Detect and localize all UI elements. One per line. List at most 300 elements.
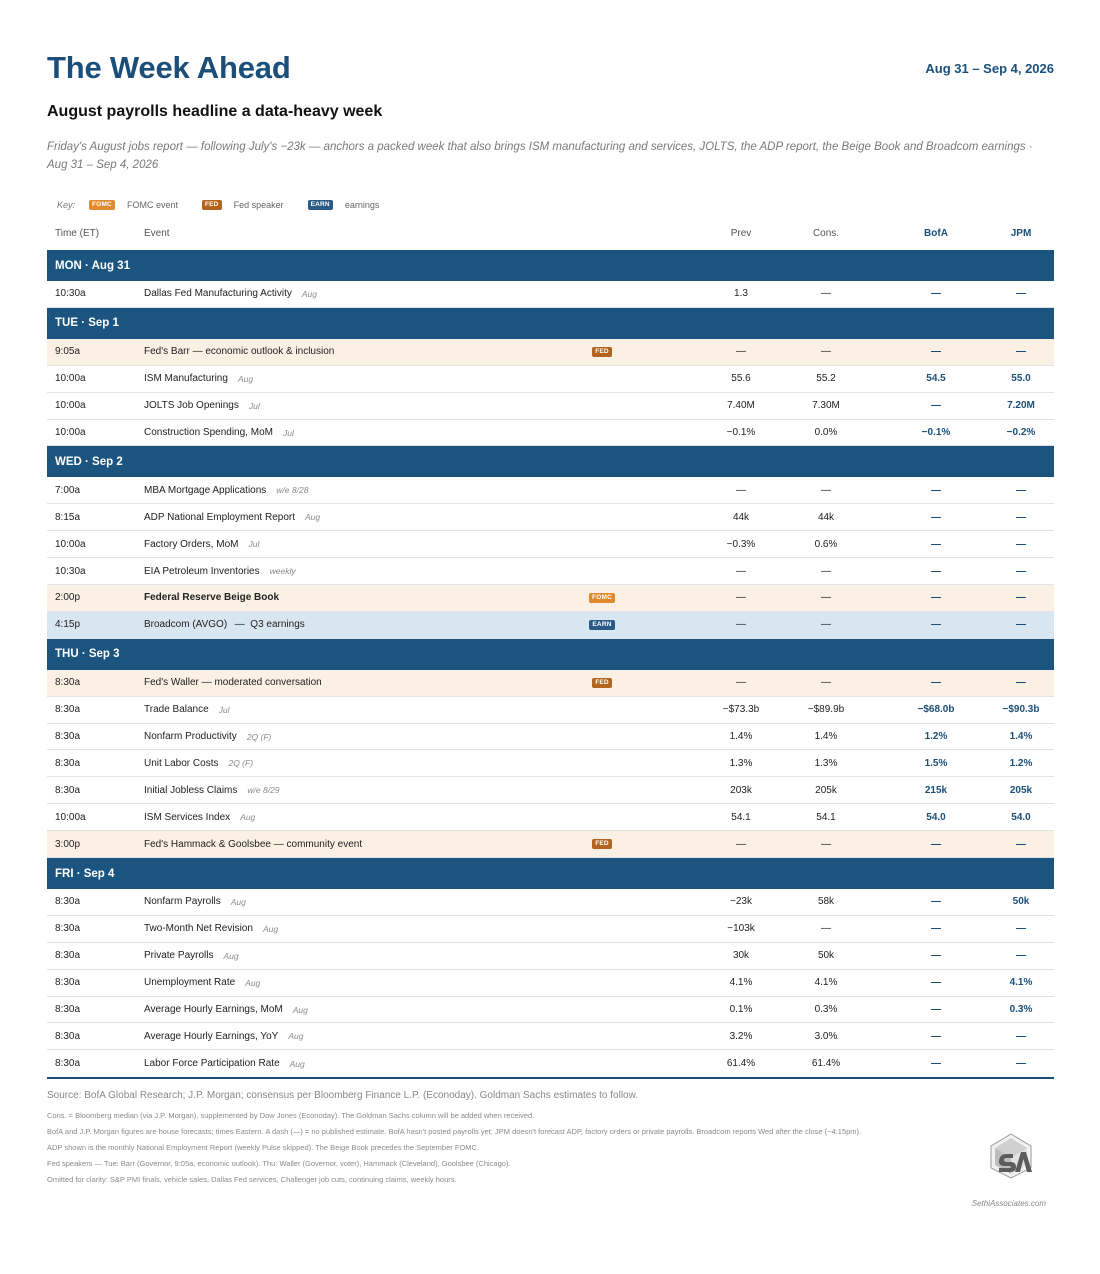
jpm-cell-value: 205k xyxy=(1009,784,1033,796)
cons-cell xyxy=(796,889,856,915)
bofa-cell xyxy=(904,531,968,557)
time-cell xyxy=(55,943,80,969)
bofa-cell-value: 1.2% xyxy=(924,731,948,743)
bofa-cell xyxy=(904,970,968,996)
cons-cell-value: 55.2 xyxy=(816,373,836,385)
earn-badge: EARN xyxy=(589,620,614,630)
prev-cell-value: −0.3% xyxy=(726,538,756,550)
jpm-cell-value: — xyxy=(1016,484,1026,496)
jpm-cell xyxy=(989,558,1053,584)
cons-cell xyxy=(796,831,856,857)
jpm-cell-value: — xyxy=(1016,1058,1026,1070)
time-cell xyxy=(55,697,80,723)
key-item-fed xyxy=(202,200,284,210)
event-period: Aug xyxy=(301,288,317,299)
table-row xyxy=(47,393,1054,420)
event-name: Fed's Barr — economic outlook & inclusion xyxy=(144,346,335,358)
bofa-cell-value: — xyxy=(931,977,941,989)
prev-cell xyxy=(711,889,771,915)
bofa-cell xyxy=(904,750,968,776)
prev-cell xyxy=(711,943,771,969)
jpm-cell-value: 7.20M xyxy=(1007,400,1035,412)
event-cell xyxy=(144,612,305,638)
jpm-cell xyxy=(989,612,1053,638)
event-name: Nonfarm Productivity xyxy=(144,731,237,743)
event-period: weekly xyxy=(269,566,296,577)
bofa-cell-value: — xyxy=(931,896,941,908)
event-name: ISM Services Index xyxy=(144,811,231,823)
table-row xyxy=(47,697,1054,724)
event-cell xyxy=(144,1050,305,1077)
prev-cell xyxy=(711,670,771,696)
bofa-cell xyxy=(904,1023,968,1049)
key-item-text: FOMC event xyxy=(126,200,178,210)
jpm-cell xyxy=(989,724,1053,750)
event-name: Initial Jobless Claims xyxy=(144,784,238,796)
cons-cell-value: 58k xyxy=(817,896,835,908)
table-row xyxy=(47,281,1054,308)
bofa-cell xyxy=(904,477,968,503)
table-row xyxy=(47,420,1054,447)
table-row xyxy=(47,1023,1054,1050)
time-cell xyxy=(55,612,80,638)
bofa-cell xyxy=(904,724,968,750)
table-row xyxy=(47,943,1054,970)
event-cell xyxy=(144,943,239,969)
event-period: Aug xyxy=(292,1004,308,1015)
page-subtitle: August payrolls headline a data-heavy week xyxy=(47,103,383,120)
jpm-cell-value: — xyxy=(1016,511,1026,523)
time-cell xyxy=(55,1050,80,1077)
time-cell-value: 8:30a xyxy=(55,923,81,935)
prev-cell-value: 30k xyxy=(732,950,750,962)
cons-cell xyxy=(796,997,856,1023)
bofa-cell xyxy=(904,777,968,803)
prev-cell xyxy=(711,612,771,638)
time-cell xyxy=(55,531,86,557)
jpm-cell xyxy=(989,339,1053,365)
event-cell xyxy=(144,1023,303,1049)
prev-cell-value: 61.4% xyxy=(726,1058,756,1070)
earn-badge: EARN xyxy=(308,200,333,210)
event-name: Fed's Waller — moderated conversation xyxy=(144,677,322,689)
key-item-text: earnings xyxy=(344,200,380,210)
table-row xyxy=(47,339,1054,366)
bofa-cell-value: — xyxy=(931,1058,941,1070)
cons-cell-value: 7.30M xyxy=(812,400,840,412)
cons-cell xyxy=(796,804,856,830)
key-label: Key: xyxy=(57,200,76,210)
cons-cell xyxy=(796,504,856,530)
col-header-event: Event xyxy=(144,228,170,239)
time-cell xyxy=(55,339,80,365)
table-row xyxy=(47,612,1054,639)
cons-cell xyxy=(796,1023,856,1049)
event-cell xyxy=(144,339,334,365)
bofa-cell-value: 54.0 xyxy=(926,811,946,823)
jpm-cell-value: 4.1% xyxy=(1009,977,1033,989)
bofa-cell-value: — xyxy=(931,592,941,604)
prev-cell xyxy=(711,916,771,942)
cons-cell xyxy=(796,420,856,446)
bofa-cell xyxy=(904,339,968,365)
cons-cell-value: 1.3% xyxy=(814,757,838,769)
cons-cell xyxy=(796,943,856,969)
table-row xyxy=(47,366,1054,393)
time-cell-value: 2:00p xyxy=(55,592,81,604)
time-cell xyxy=(55,420,86,446)
key-item-earn xyxy=(308,200,380,210)
jpm-cell-value: 1.2% xyxy=(1009,757,1033,769)
prev-cell-value: 1.3% xyxy=(729,757,753,769)
prev-cell xyxy=(711,831,771,857)
event-period: Aug xyxy=(262,923,279,934)
prev-cell-value: −23k xyxy=(730,896,752,908)
col-header-jpm: JPM xyxy=(1010,228,1032,239)
event-name: Average Hourly Earnings, YoY xyxy=(144,1030,279,1042)
prev-cell xyxy=(711,777,771,803)
event-period: Aug xyxy=(288,1031,304,1042)
prev-cell xyxy=(711,420,771,446)
jpm-cell-value: — xyxy=(1016,538,1026,550)
jpm-cell-value: −$90.3b xyxy=(1002,704,1040,716)
cons-cell-value: 0.0% xyxy=(814,427,838,438)
jpm-cell xyxy=(989,477,1053,503)
col-header-time: Time (ET) xyxy=(55,228,100,239)
page-description: Friday's August jobs report — following July's −23k — anchors a packed week that also brings ISM manufacturing and services, JOLTS, the ADP report, the Beige Book and Broadcom earnings · Aug 31 – Sep 4, 2026 xyxy=(47,141,1033,171)
jpm-cell-value: — xyxy=(1016,838,1026,850)
event-period: w/e 8/29 xyxy=(247,785,280,796)
jpm-cell xyxy=(989,670,1053,696)
day-label: THU · Sep 3 xyxy=(55,648,120,661)
prev-cell xyxy=(711,1023,771,1049)
event-period: Aug xyxy=(245,977,261,988)
bofa-cell-value: 215k xyxy=(924,784,948,796)
event-cell xyxy=(144,777,280,803)
time-cell-value: 8:30a xyxy=(55,1030,81,1042)
event-name: Unit Labor Costs xyxy=(144,757,219,769)
prev-cell xyxy=(711,558,771,584)
time-cell-value: 3:00p xyxy=(55,838,81,850)
event-name: Two-Month Net Revision xyxy=(144,923,253,935)
event-cell xyxy=(144,393,260,419)
prev-cell xyxy=(711,339,771,365)
jpm-cell xyxy=(989,804,1053,830)
event-period: Aug xyxy=(289,1058,305,1069)
prev-cell-value: −$73.3b xyxy=(722,704,760,716)
event-cell xyxy=(144,889,246,915)
prev-cell xyxy=(711,531,771,557)
time-cell xyxy=(55,393,86,419)
cons-cell xyxy=(796,281,856,307)
event-name: Trade Balance xyxy=(144,704,209,716)
event-cell xyxy=(144,585,279,611)
prev-cell xyxy=(711,697,771,723)
table-row xyxy=(47,997,1054,1024)
table-row xyxy=(47,831,1054,858)
event-period: Aug xyxy=(237,373,254,384)
table-row xyxy=(47,558,1054,585)
event-name: Dallas Fed Manufacturing Activity xyxy=(144,288,292,300)
bofa-cell xyxy=(904,420,968,446)
jpm-cell-value: — xyxy=(1016,288,1026,300)
jpm-cell xyxy=(989,1023,1053,1049)
cons-cell-value: — xyxy=(821,592,831,604)
event-name: MBA Mortgage Applications xyxy=(144,484,267,496)
cons-cell xyxy=(796,477,856,503)
event-period: Aug xyxy=(230,896,246,907)
cons-cell-value: 1.4% xyxy=(814,731,838,743)
time-cell-value: 8:30a xyxy=(55,677,81,689)
cons-cell-value: 61.4% xyxy=(811,1058,841,1070)
time-cell xyxy=(55,970,80,996)
cons-cell-value: 44k xyxy=(817,511,835,523)
key-item-fomc xyxy=(89,200,178,210)
cons-cell-value: — xyxy=(821,838,831,850)
prev-cell xyxy=(711,585,771,611)
time-cell-value: 10:00a xyxy=(55,400,86,412)
event-period: Jul xyxy=(248,400,260,411)
cons-cell xyxy=(796,393,856,419)
cons-cell-value: 205k xyxy=(815,784,837,796)
event-name: Nonfarm Payrolls xyxy=(144,896,221,908)
table-row xyxy=(47,504,1054,531)
time-cell xyxy=(55,997,80,1023)
bofa-cell-value: — xyxy=(931,619,941,631)
cons-cell xyxy=(796,724,856,750)
bofa-cell-value: — xyxy=(931,538,941,550)
prev-cell-value: — xyxy=(736,346,746,358)
cons-cell-value: 54.1 xyxy=(816,811,836,823)
bofa-cell-value: — xyxy=(931,950,941,962)
event-cell xyxy=(144,697,230,723)
event-cell xyxy=(144,804,255,830)
cons-cell xyxy=(796,916,856,942)
time-cell xyxy=(55,585,80,611)
jpm-cell xyxy=(989,1050,1053,1077)
prev-cell-value: 203k xyxy=(730,784,752,796)
event-period: Jul xyxy=(218,704,230,715)
time-cell-value: 8:30a xyxy=(55,704,81,716)
jpm-cell-value: — xyxy=(1016,346,1026,358)
table-row xyxy=(47,585,1054,612)
table-row xyxy=(47,804,1054,831)
prev-cell-value: 44k xyxy=(732,511,750,523)
jpm-cell xyxy=(989,916,1053,942)
time-cell-value: 8:15a xyxy=(55,511,81,523)
prev-cell xyxy=(711,970,771,996)
cons-cell xyxy=(796,366,856,392)
bofa-cell xyxy=(904,943,968,969)
legend-key xyxy=(57,198,403,212)
prev-cell xyxy=(711,477,771,503)
table-row xyxy=(47,670,1054,697)
jpm-cell xyxy=(989,943,1053,969)
bofa-cell xyxy=(904,670,968,696)
jpm-cell-value: — xyxy=(1016,1030,1026,1042)
day-label: WED · Sep 2 xyxy=(55,455,123,468)
bofa-cell xyxy=(904,393,968,419)
prev-cell-value: −103k xyxy=(727,923,755,935)
event-name: EIA Petroleum Inventories xyxy=(144,565,260,577)
time-cell xyxy=(55,281,86,307)
prev-cell-value: — xyxy=(736,592,746,604)
time-cell xyxy=(55,804,86,830)
time-cell xyxy=(55,504,80,530)
jpm-cell-value: 50k xyxy=(1012,896,1030,908)
fomc-badge: FOMC xyxy=(89,200,115,210)
bofa-cell-value: — xyxy=(931,923,941,935)
cons-cell xyxy=(796,777,856,803)
bofa-cell-value: −$68.0b xyxy=(917,704,955,716)
time-cell-value: 4:15p xyxy=(55,619,81,631)
cons-cell xyxy=(796,558,856,584)
prev-cell-value: 54.1 xyxy=(731,811,751,823)
jpm-cell-value: 1.4% xyxy=(1009,731,1033,743)
event-name: Private Payrolls xyxy=(144,950,214,962)
time-cell-value: 10:00a xyxy=(55,538,86,550)
fed-badge: FED xyxy=(592,347,612,357)
bofa-cell-value: — xyxy=(931,1004,941,1016)
bofa-cell xyxy=(904,558,968,584)
cons-cell-value: −$89.9b xyxy=(807,704,845,716)
table-row xyxy=(47,724,1054,751)
prev-cell-value: 3.2% xyxy=(729,1030,753,1042)
col-header-bofa: BofA xyxy=(924,228,948,239)
table-row xyxy=(47,970,1054,997)
jpm-cell xyxy=(989,531,1053,557)
event-name: Labor Force Participation Rate xyxy=(144,1058,280,1070)
prev-cell-value: 1.4% xyxy=(729,731,753,743)
day-header xyxy=(47,308,1054,339)
time-cell-value: 8:30a xyxy=(55,757,81,769)
event-period: w/e 8/28 xyxy=(276,485,309,496)
cons-cell-value: 0.3% xyxy=(814,1004,838,1016)
event-period: Jul xyxy=(248,539,260,550)
event-cell xyxy=(144,531,259,557)
event-cell xyxy=(144,970,260,996)
bofa-cell-value: — xyxy=(931,346,941,358)
day-header xyxy=(47,858,1054,889)
time-cell xyxy=(55,477,80,503)
time-cell-value: 8:30a xyxy=(55,1004,81,1016)
event-cell xyxy=(144,831,362,857)
footnote: Fed speakers — Tue: Barr (Governor, 9:05a, economic outlook). Thu: Waller (Governor, voter), Hammack (Cleveland), Goolsbee (Chicago). xyxy=(47,1159,511,1168)
time-cell xyxy=(55,1023,80,1049)
time-cell-value: 9:05a xyxy=(55,346,81,358)
event-cell xyxy=(144,281,317,307)
table-header xyxy=(47,224,1054,244)
cons-cell-value: — xyxy=(821,565,831,577)
day-header xyxy=(47,446,1054,477)
bofa-cell xyxy=(904,997,968,1023)
bofa-cell xyxy=(904,804,968,830)
event-cell xyxy=(144,420,294,446)
jpm-cell xyxy=(989,889,1053,915)
bofa-cell-value: 54.5 xyxy=(926,373,946,385)
prev-cell-value: 7.40M xyxy=(727,400,755,412)
cons-cell-value: 0.6% xyxy=(814,538,838,550)
badge-cell xyxy=(587,585,617,611)
time-cell xyxy=(55,750,80,776)
prev-cell xyxy=(711,750,771,776)
cons-cell xyxy=(796,670,856,696)
cons-cell xyxy=(796,585,856,611)
time-cell xyxy=(55,831,80,857)
prev-cell-value: −0.1% xyxy=(726,427,756,438)
prev-cell xyxy=(711,997,771,1023)
footnote: Cons. = Bloomberg median (via J.P. Morgan), supplemented by Dow Jones (Econoday). The Goldman Sachs column will be added when received. xyxy=(47,1111,535,1120)
prev-cell xyxy=(711,724,771,750)
website-credit: SethiAssociates.com xyxy=(971,1199,1046,1208)
col-header-cons: Cons. xyxy=(812,228,840,239)
bofa-cell xyxy=(904,889,968,915)
jpm-cell xyxy=(989,393,1053,419)
fed-badge: FED xyxy=(592,678,612,688)
page-title: The Week Ahead xyxy=(47,50,291,85)
cons-cell xyxy=(796,531,856,557)
time-cell xyxy=(55,916,80,942)
time-cell-value: 10:00a xyxy=(55,373,86,385)
jpm-cell-value: 54.0 xyxy=(1011,811,1031,823)
badge-cell xyxy=(587,831,617,857)
bofa-cell-value: — xyxy=(931,288,941,300)
source-note: Source: BofA Global Research; J.P. Morgan; consensus per Bloomberg Finance L.P. (Econoday). Goldman Sachs estimates to follow. xyxy=(47,1090,639,1101)
prev-cell-value: 4.1% xyxy=(729,977,753,989)
cons-cell-value: — xyxy=(821,346,831,358)
bofa-cell-value: 1.5% xyxy=(924,757,948,769)
cons-cell xyxy=(796,970,856,996)
event-cell xyxy=(144,916,278,942)
bofa-cell-value: — xyxy=(931,484,941,496)
footnote: ADP shown is the monthly National Employment Report (weekly Pulse skipped). The Beige Book precedes the September FOMC. xyxy=(47,1143,480,1152)
prev-cell-value: — xyxy=(736,484,746,496)
fed-badge: FED xyxy=(592,839,612,849)
footnote: BofA and J.P. Morgan figures are house forecasts; times Eastern. A dash (—) = no published estimate. BofA hasn't posted payrolls yet; JPM doesn't forecast ADP, factory orders or private payrolls. Broadcom reports Wed after the close (~4:15pm). xyxy=(47,1127,862,1136)
bofa-cell xyxy=(904,697,968,723)
key-item-text: Fed speaker xyxy=(233,200,284,210)
footnotes xyxy=(47,1108,861,1188)
prev-cell xyxy=(711,281,771,307)
jpm-cell-value: 55.0 xyxy=(1011,373,1031,385)
bofa-cell xyxy=(904,504,968,530)
badge-cell xyxy=(587,339,617,365)
date-range: Aug 31 – Sep 4, 2026 xyxy=(925,61,1054,76)
prev-cell-value: 0.1% xyxy=(729,1004,753,1016)
event-period: 2Q (F) xyxy=(228,758,254,769)
bofa-cell xyxy=(904,916,968,942)
event-cell xyxy=(144,558,296,584)
bofa-cell-value: — xyxy=(931,511,941,523)
time-cell-value: 10:00a xyxy=(55,811,86,823)
event-period: Aug xyxy=(240,812,256,823)
cons-cell-value: 4.1% xyxy=(814,977,838,989)
time-cell-value: 8:30a xyxy=(55,731,81,743)
day-label: MON · Aug 31 xyxy=(55,259,130,272)
jpm-cell-value: — xyxy=(1016,923,1026,935)
day-label: FRI · Sep 4 xyxy=(55,867,115,880)
event-name: ISM Manufacturing xyxy=(144,373,228,385)
time-cell xyxy=(55,777,80,803)
event-period: Aug xyxy=(223,950,239,961)
prev-cell xyxy=(711,366,771,392)
cons-cell xyxy=(796,697,856,723)
jpm-cell xyxy=(989,831,1053,857)
prev-cell xyxy=(711,804,771,830)
jpm-cell-value: 0.3% xyxy=(1009,1004,1033,1016)
cons-cell-value: — xyxy=(821,288,831,300)
bofa-cell xyxy=(904,612,968,638)
